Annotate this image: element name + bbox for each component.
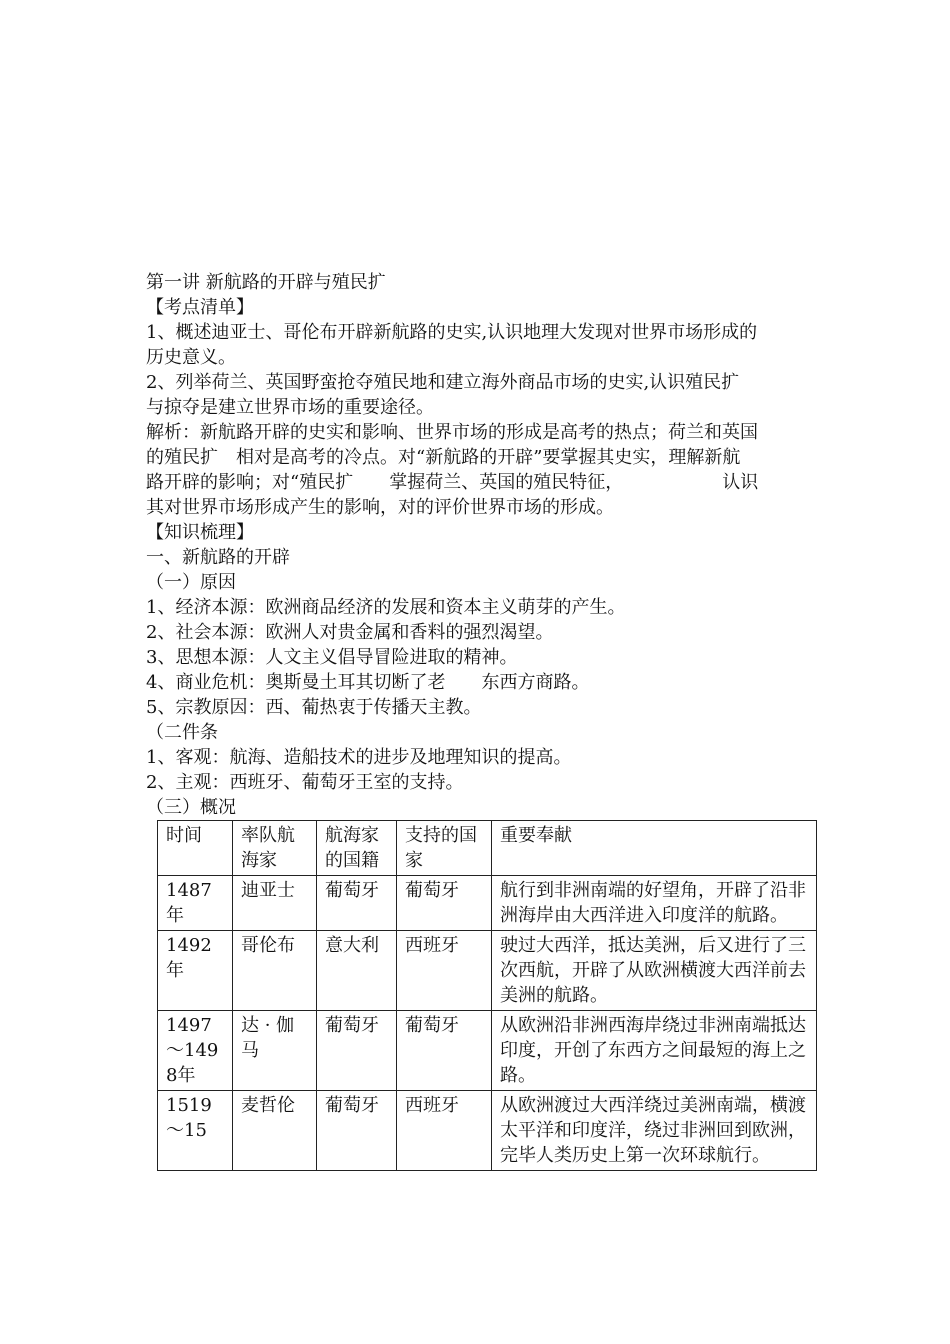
reason-5: 5、宗教原因：西、葡热衷于传播天主教。 [146,697,482,718]
knowledge-heading: 【知识梳理】 [146,522,254,543]
cell-contribution: 驶过大西洋，抵达美洲，后又进行了三次西航，开辟了从欧洲横渡大西洋前去美洲的航路。 [492,931,817,1011]
cell-navigator: 迪亚士 [233,876,317,931]
reason-4: 4、商业危机：奥斯曼土耳其切断了老 东西方商路。 [146,672,590,693]
cell-sponsor: 西班牙 [397,1091,492,1171]
cell-navigator: 达 · 伽马 [233,1011,317,1091]
checklist-item-2-cont: 与掠夺是建立世界市场的重要途径。 [146,397,434,418]
cell-time: 1492年 [158,931,233,1011]
condition-1: 1、客观：航海、造船技术的进步及地理知识的提高。 [146,747,572,768]
analysis-line-1: 解析：新航路开辟的史实和影响、世界市场的形成是高考的热点；荷兰和英国 [146,422,758,443]
voyages-table [157,820,817,1171]
header-contribution: 重要奉献 [492,821,817,876]
cell-navigator: 麦哲伦 [233,1091,317,1171]
cell-sponsor: 葡萄牙 [397,1011,492,1091]
cell-time: 1487年 [158,876,233,931]
reason-2: 2、社会本源：欧洲人对贵金属和香料的强烈渴望。 [146,622,554,643]
reason-3: 3、思想本源：人文主义倡导冒险进取的精神。 [146,647,518,668]
overview-heading: （三）概况 [146,797,236,818]
checklist-item-1: 1、概述迪亚士、哥伦布开辟新航路的史实,认识地理大发现对世界市场形成的 [146,322,758,343]
header-sponsor: 支持的国家 [397,821,492,876]
cell-time: 1519～15 [158,1091,233,1171]
cell-nationality: 葡萄牙 [317,1091,397,1171]
table-row [158,931,817,1011]
header-time: 时间 [158,821,233,876]
cell-sponsor: 西班牙 [397,931,492,1011]
cell-time: 1497～1498年 [158,1011,233,1091]
cell-contribution: 从欧洲沿非洲西海岸绕过非洲南端抵达印度，开创了东西方之间最短的海上之路。 [492,1011,817,1091]
analysis-line-4: 其对世界市场形成产生的影响，对的评价世界市场的形成。 [146,497,614,518]
conditions-heading: （二件条 [146,722,218,743]
analysis-line-3: 路开辟的影响；对“殖民扩 掌握荷兰、英国的殖民特征， 认识 [146,472,759,493]
reasons-heading: （一）原因 [146,572,236,593]
document-body [146,270,816,1171]
table-row [158,1091,817,1171]
checklist-heading: 【考点清单】 [146,297,254,318]
reason-1: 1、经济本源：欧洲商品经济的发展和资本主义萌芽的产生。 [146,597,626,618]
cell-nationality: 葡萄牙 [317,1011,397,1091]
cell-nationality: 葡萄牙 [317,876,397,931]
cell-sponsor: 葡萄牙 [397,876,492,931]
cell-contribution: 航行到非洲南端的好望角，开辟了沿非洲海岸由大西洋进入印度洋的航路。 [492,876,817,931]
part1-heading: 一、新航路的开辟 [146,547,290,568]
cell-navigator: 哥伦布 [233,931,317,1011]
header-nationality: 航海家的国籍 [317,821,397,876]
checklist-item-2: 2、列举荷兰、英国野蛮抢夺殖民地和建立海外商品市场的史实,认识殖民扩 [146,372,740,393]
table-header-row [158,821,817,876]
table-row [158,1011,817,1091]
table-row [158,876,817,931]
analysis-line-2: 的殖民扩 相对是高考的冷点。对“新航路的开辟”要掌握其史实，理解新航 [146,447,741,468]
checklist-item-1-cont: 历史意义。 [146,347,236,368]
cell-nationality: 意大利 [317,931,397,1011]
cell-contribution: 从欧洲渡过大西洋绕过美洲南端，横渡太平洋和印度洋，绕过非洲回到欧洲，完毕人类历史上第一次环球航行。 [492,1091,817,1171]
header-navigator: 率队航海家 [233,821,317,876]
lesson-title: 第一讲 新航路的开辟与殖民扩 [146,272,386,293]
condition-2: 2、主观：西班牙、葡萄牙王室的支持。 [146,772,464,793]
